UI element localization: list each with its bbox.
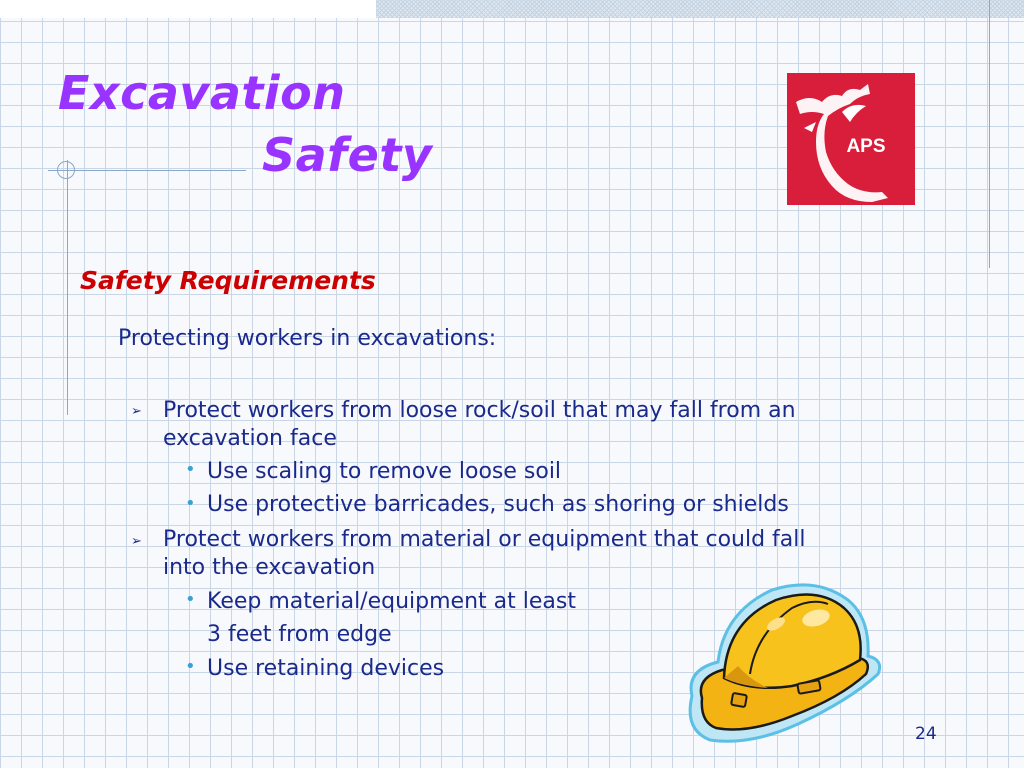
decorative-circle	[57, 161, 75, 179]
bullet-1-line-2: excavation face	[163, 426, 337, 451]
aps-logo	[786, 72, 916, 206]
bullet-2-sub-2: Use retaining devices	[207, 656, 445, 681]
decorative-vertical-line	[67, 160, 68, 415]
top-band-pattern	[376, 0, 1024, 18]
bullet-2-line-2: into the excavation	[163, 555, 376, 580]
bullet-1-sub-1: Use scaling to remove loose soil	[207, 459, 562, 484]
bullet-2	[163, 526, 923, 582]
dot-bullet-icon: •	[185, 656, 196, 677]
arrowhead-bullet-icon: ➢	[131, 404, 142, 419]
bullet-1	[163, 397, 923, 453]
page-number: 24	[915, 724, 937, 744]
bullet-1-line-1: Protect workers from loose rock/soil that may fall from an	[163, 398, 796, 423]
bullet-2-sub-1: Keep material/equipment at least	[207, 589, 576, 614]
bullet-2-sub-1-continued: 3 feet from edge	[207, 622, 392, 647]
dot-bullet-icon: •	[185, 459, 196, 480]
arrowhead-bullet-icon: ➢	[131, 534, 142, 549]
decorative-horizontal-line	[48, 170, 246, 171]
dot-bullet-icon: •	[185, 589, 196, 610]
slide-title-line-2: Safety	[262, 128, 433, 182]
decorative-vertical-line-right	[989, 0, 990, 268]
bullet-2-line-1: Protect workers from material or equipment that could fall	[163, 527, 806, 552]
intro-text: Protecting workers in excavations:	[118, 326, 497, 351]
dot-bullet-icon: •	[185, 493, 196, 514]
slide-title-line-1: Excavation	[58, 66, 346, 120]
section-heading: Safety Requirements	[80, 266, 376, 295]
aps-logo-text: APS	[846, 136, 886, 157]
bullet-1-sub-2: Use protective barricades, such as shoring or shields	[207, 492, 789, 517]
hard-hat-icon	[680, 578, 886, 750]
